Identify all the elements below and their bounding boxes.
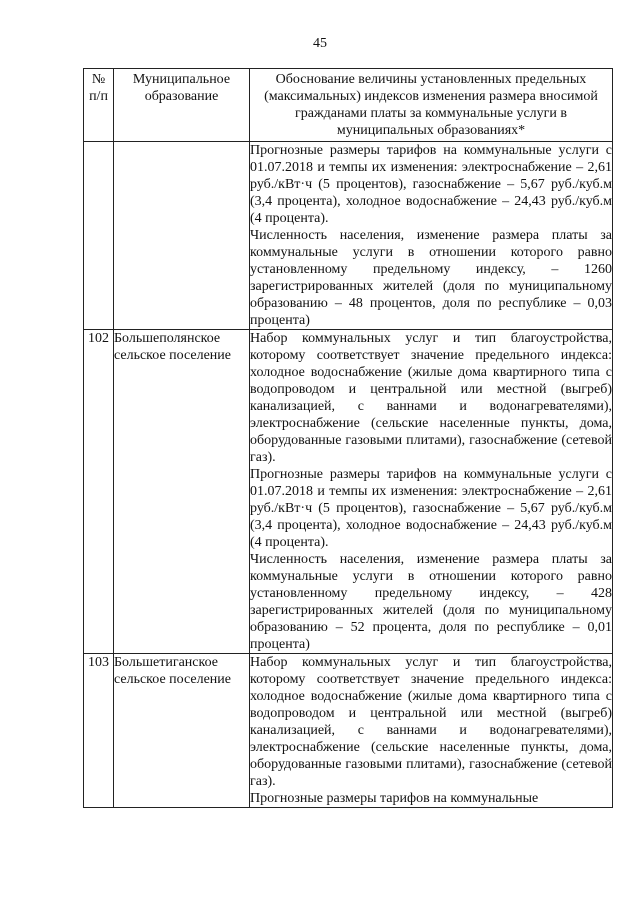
justification-paragraph: Прогнозные размеры тарифов на коммунальные услуги с 01.07.2018 и темпы их изменения: электроснабжение – 2,61 руб./кВт·ч (5 процентов), газоснабжение – 5,67 руб./куб.м (3,4 процента), холодное водоснабжение – 24,43 руб./куб.м (4 процента). [250, 143, 612, 226]
justification-paragraph: Прогнозные размеры тарифов на коммунальные [250, 791, 539, 806]
header-num: № п/п [84, 69, 114, 142]
table-header-row [84, 69, 613, 142]
header-justification: Обоснование величины установленных предельных (максимальных) индексов изменения размера вносимой гражданами платы за коммунальные услуги в муниципальных образованиях* [250, 69, 613, 142]
header-municipality: Муниципальное образование [114, 69, 250, 142]
row-municipality [114, 142, 250, 330]
table-row [84, 330, 613, 654]
justification-paragraph: Набор коммунальных услуг и тип благоустройства, которому соответствует значение предельного индекса: холодное водоснабжение (жилые дома квартирного типа с водопроводом и центральной или местной (выгреб) канализацией, с ваннами и водонагревателями), электроснабжение (сельские населенные пункты, дома, оборудованные газовыми плитами), газоснабжение (сетевой газ). [250, 655, 612, 789]
page-number: 45 [313, 36, 327, 51]
row-number [84, 142, 114, 330]
row-municipality: Большетиганское сельское поселение [114, 654, 250, 808]
justification-paragraph: Численность населения, изменение размера платы за коммунальные услуги в отношении которого равно установленному предельному индексу, – 1260 зарегистрированных жителей (доля по муниципальному образованию – 48 процентов, доля по республике – 0,03 процента) [250, 228, 612, 328]
tariff-index-table [83, 68, 613, 808]
justification-paragraph: Прогнозные размеры тарифов на коммунальные услуги с 01.07.2018 и темпы их изменения: электроснабжение – 2,61 руб./кВт·ч (5 процентов), газоснабжение – 5,67 руб./куб.м (3,4 процента), холодное водоснабжение – 24,43 руб./куб.м (4 процента). [250, 467, 612, 550]
row-number: 102 [84, 330, 114, 654]
row-justification [250, 330, 613, 654]
row-number: 103 [84, 654, 114, 808]
justification-paragraph: Набор коммунальных услуг и тип благоустройства, которому соответствует значение предельного индекса: холодное водоснабжение (жилые дома квартирного типа с водопроводом и центральной или местной (выгреб) канализацией, с ваннами и водонагревателями), электроснабжение (сельские населенные пункты, дома, оборудованные газовыми плитами), газоснабжение (сетевой газ). [250, 331, 612, 465]
row-justification [250, 654, 613, 808]
row-municipality: Большеполянское сельское поселение [114, 330, 250, 654]
table-row [84, 654, 613, 808]
justification-paragraph: Численность населения, изменение размера платы за коммунальные услуги в отношении которого равно установленному предельному индексу, – 428 зарегистрированных жителей (доля по муниципальному образованию – 52 процента, доля по республике – 0,01 процента) [250, 552, 612, 652]
table-row [84, 142, 613, 330]
row-justification [250, 142, 613, 330]
